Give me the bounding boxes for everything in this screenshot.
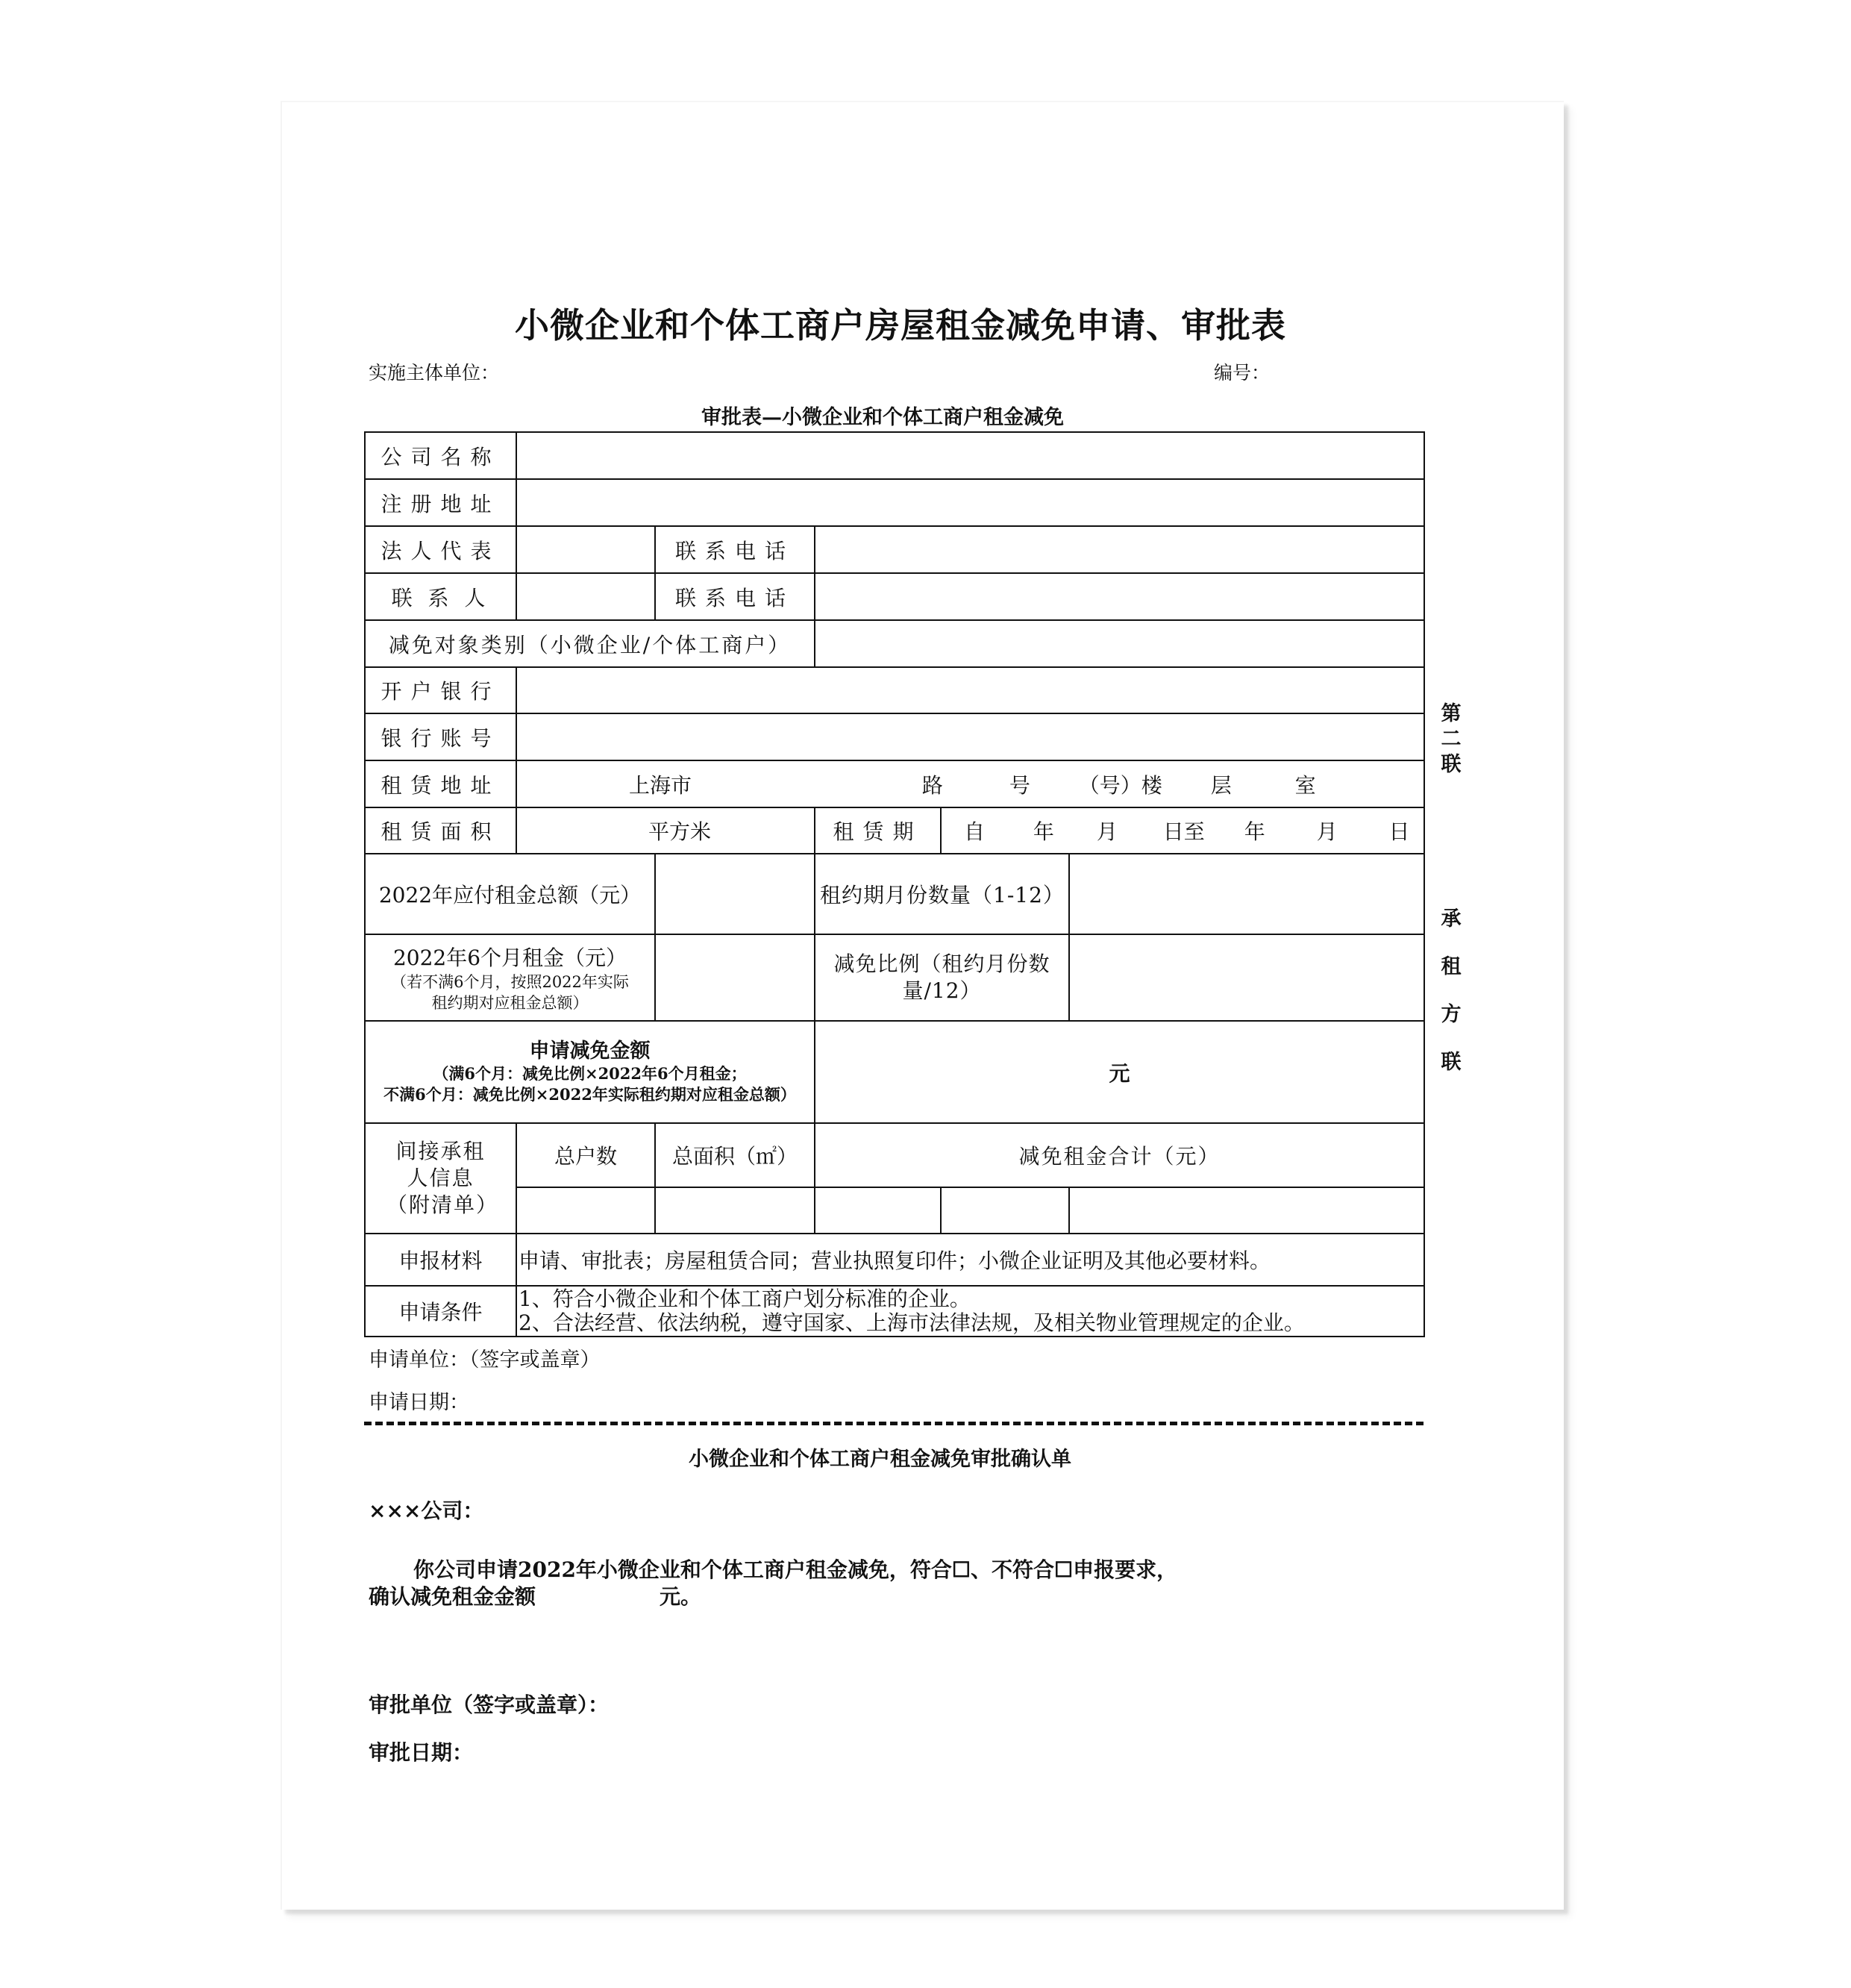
lease-term-field[interactable] <box>941 807 1424 854</box>
households-label: 总户数 <box>516 1123 655 1187</box>
reduction-total-label: 减免租金合计（元） <box>815 1123 1424 1187</box>
households-field[interactable] <box>516 1187 655 1234</box>
term-from: 自 <box>964 819 986 844</box>
category-field[interactable] <box>815 620 1424 667</box>
registered-address-field[interactable] <box>516 479 1424 526</box>
contact-label: 联 系 人 <box>365 573 516 620</box>
addr-room: 室 <box>1294 772 1316 798</box>
legal-rep-label: 法人代表 <box>365 526 516 573</box>
approval-date-label: 审批日期： <box>369 1740 474 1765</box>
confirmed-amount-label: 确认减免租金金额 <box>369 1584 536 1609</box>
requested-amount-note-1: （满6个月：减免比例×2022年6个月租金； <box>433 1063 747 1083</box>
requested-amount-label <box>365 1021 815 1123</box>
ratio-label: 减免比例（租约月份数量/12） <box>815 934 1069 1021</box>
lease-address-field[interactable] <box>516 760 1424 807</box>
phone-label-2: 联系电话 <box>655 573 815 620</box>
term-year-2: 年 <box>1244 819 1265 844</box>
rent-6m-note: （若不满6个月，按照2022年实际租约期对应租金总额） <box>391 973 629 1012</box>
condition-2: 2、合法经营、依法纳税，遵守国家、上海市法律法规，及相关物业管理规定的企业。 <box>519 1310 1305 1335</box>
requested-amount-title: 申请减免金额 <box>529 1039 651 1063</box>
months-count-label: 租约期月份数量（1-12） <box>815 854 1069 934</box>
rent-6m-field[interactable] <box>655 934 815 1021</box>
confirmed-amount-unit: 元。 <box>660 1584 702 1609</box>
term-day: 日 <box>1388 819 1410 844</box>
addr-number: 号 <box>1009 772 1030 798</box>
implementing-unit-label: 实施主体单位： <box>369 362 500 384</box>
requested-amount-note-2: 不满6个月：减免比例×2022年实际租约期对应租金总额） <box>383 1084 796 1104</box>
rent-6m-label <box>365 934 655 1021</box>
rent-6m-title: 2022年6个月租金（元） <box>392 945 627 970</box>
lease-area-field[interactable] <box>516 807 815 854</box>
term-month-1: 月 <box>1096 819 1118 844</box>
reduction-field-2[interactable] <box>941 1187 1069 1234</box>
condition-1: 1、符合小微企业和个体工商户划分标准的企业。 <box>519 1287 971 1311</box>
phone-field-1[interactable] <box>815 526 1424 573</box>
confirmation-line-1: 你公司申请2022年小微企业和个体工商户租金减免，符合☐、不符合☐申报要求， <box>413 1557 1178 1582</box>
addressee: ×××公司： <box>369 1498 484 1523</box>
application-form-table <box>364 431 1425 1337</box>
term-month-2: 月 <box>1316 819 1338 844</box>
serial-number-label: 编号： <box>1214 362 1271 384</box>
applicant-unit-label: 申请单位：（签字或盖章） <box>369 1348 601 1372</box>
ratio-field[interactable] <box>1069 934 1424 1021</box>
registered-address-label: 注册地址 <box>365 479 516 526</box>
requested-amount-field[interactable]: 元 <box>815 1021 1424 1123</box>
cut-line-divider <box>364 1422 1424 1425</box>
sqm-unit: 平方米 <box>648 819 712 844</box>
conditions-text <box>516 1286 1424 1337</box>
copy-label: 第二联 <box>1441 702 1462 776</box>
term-year-1: 年 <box>1033 819 1054 844</box>
indirect-lessee-label: 间接承租人信息（附清单） <box>365 1123 516 1234</box>
reduction-field-3[interactable] <box>1069 1187 1424 1234</box>
approving-unit-label: 审批单位（签字或盖章）： <box>369 1692 610 1717</box>
contact-field[interactable] <box>516 573 655 620</box>
company-name-field[interactable] <box>516 432 1424 479</box>
total-area-field[interactable] <box>655 1187 815 1234</box>
addr-floor: 层 <box>1210 772 1232 798</box>
addr-road: 路 <box>921 772 943 798</box>
lease-area-label: 租赁面积 <box>365 807 516 854</box>
lease-term-label: 租赁期 <box>815 807 941 854</box>
term-day-to: 日至 <box>1162 819 1205 844</box>
page-title: 小微企业和个体工商户房屋租金减免申请、审批表 <box>515 305 1286 346</box>
company-name-label: 公司名称 <box>365 432 516 479</box>
party-label: 承租方联 <box>1441 907 1462 1074</box>
phone-field-2[interactable] <box>815 573 1424 620</box>
conditions-label: 申请条件 <box>365 1286 516 1337</box>
application-date-label: 申请日期： <box>369 1391 469 1414</box>
phone-label-1: 联系电话 <box>655 526 815 573</box>
rent-total-label: 2022年应付租金总额（元） <box>365 854 655 934</box>
account-label: 银行账号 <box>365 713 516 760</box>
reduction-field-1[interactable] <box>815 1187 941 1234</box>
materials-text: 申请、审批表；房屋租赁合同；营业执照复印件；小微企业证明及其他必要材料。 <box>516 1234 1424 1286</box>
confirmation-title: 小微企业和个体工商户租金减免审批确认单 <box>689 1448 1071 1471</box>
bank-field[interactable] <box>516 667 1424 713</box>
account-field[interactable] <box>516 713 1424 760</box>
rent-total-field[interactable] <box>655 854 815 934</box>
months-count-field[interactable] <box>1069 854 1424 934</box>
legal-rep-field[interactable] <box>516 526 655 573</box>
materials-label: 申报材料 <box>365 1234 516 1286</box>
lease-address-label: 租赁地址 <box>365 760 516 807</box>
addr-building: （号）楼 <box>1078 772 1162 798</box>
total-area-label: 总面积（㎡） <box>655 1123 815 1187</box>
category-label: 减免对象类别（小微企业/个体工商户） <box>365 620 815 667</box>
bank-label: 开户银行 <box>365 667 516 713</box>
form-subtitle: 审批表—小微企业和个体工商户租金减免 <box>701 406 1064 429</box>
addr-city: 上海市 <box>629 772 692 798</box>
